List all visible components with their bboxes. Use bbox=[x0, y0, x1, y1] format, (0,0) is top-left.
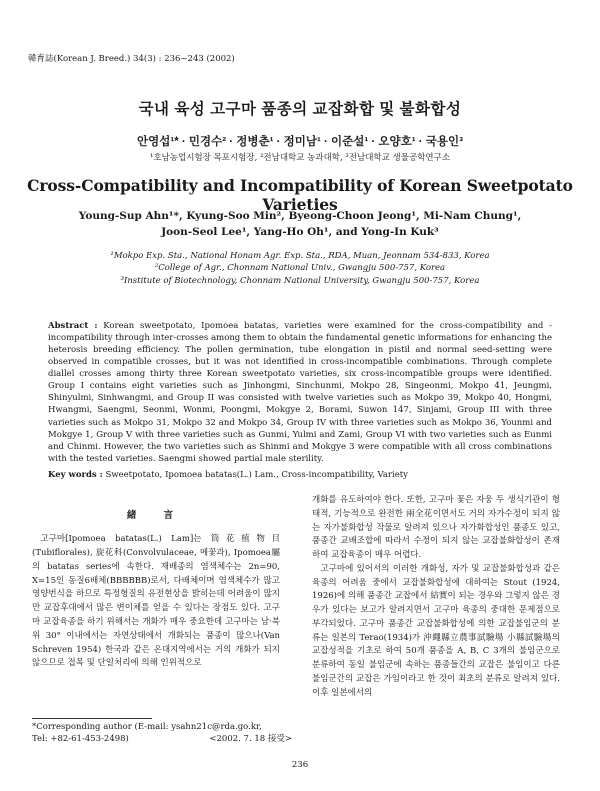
korean-authors: 안영섭¹* · 민경수² · 정병춘¹ · 정미남¹ · 이준설¹ · 오양호¹ · 국용인³ bbox=[137, 136, 463, 148]
english-authors-line-2: Joon-Seol Lee¹, Yang-Ho Oh¹, and Yong-In Kuk³ bbox=[161, 225, 439, 238]
footnote bbox=[32, 722, 292, 746]
introduction-paragraph-continued: 개화를 유도하여야 한다. 또한, 고구마 꽃은 자웅 두 생식기관이 형태적, 기능적으로 완전한 兩全花이면서도 거의 자가수정이 되지 않는 자가불화합성 작물로 알려져 있으나 자가화합성인 품종도 있고, 품종간 교배조합에 따라서 수정이 되지 않는 교잡불화합성이 존재하여 교잡육종이 매우 어렵다. bbox=[312, 495, 560, 561]
english-authors bbox=[40, 209, 560, 241]
affiliation-3: ³Institute of Biotechnology, Chonnam National University, Gwangju 500-757, Korea bbox=[120, 275, 480, 286]
english-affiliations bbox=[0, 250, 600, 287]
abstract bbox=[48, 320, 552, 465]
footnote-line-1: *Corresponding author (E-mail: ysahn21c@rda.go.kr, bbox=[32, 722, 262, 732]
korean-affiliations: ¹호남농업시험장 목포시험장, ²전남대학교 농과대학, ³전남대학교 생물공학연구소 bbox=[149, 153, 451, 163]
footnote-line-2: Tel: +82-61-453-2498) bbox=[32, 733, 129, 744]
introduction-heading: 緒 言 bbox=[126, 510, 186, 521]
page-number: 236 bbox=[291, 760, 309, 770]
keywords bbox=[48, 470, 552, 480]
affiliation-1: ¹Mokpo Exp. Sta., National Honam Agr. Exp. Sta., RDA, Muan, Jeonnam 534-833, Korea bbox=[110, 251, 490, 261]
keywords-label: Key words : bbox=[48, 470, 103, 480]
affiliation-2: ²College of Agr., Chonnam National Univ., Gwangju 500-757, Korea bbox=[154, 263, 446, 274]
footnote-divider bbox=[32, 718, 152, 719]
abstract-text: Korean sweetpotato, Ipomoea batatas, varieties were examined for the cross-compatibility and -incompatibility through inter-crosses among them to obtain the fundamental genetic informations for enhancing the heterosis breeding efficiency. The pollen germination, tube elongation in pistil and normal seed-setting were observed in compatible crosses, but it was not identified in cross-incompatible combinations. Through complete diallel crosses among thirty three Korean sweetpotato varieties, six cross-incompatible groups were identified. Group I contains eight varieties such as Jinhongmi, Sinchunmi, Mokpo 28, Singeonmi, Mokpo 41, Jeungmi, Shinyulmi, Sinhwangmi, and Group II was consisted with twelve varieties such as Mokpo 39, Mokpo 40, Hongmi, Hwangmi, Saengmi, Seonmi, Wonmi, Poongmi, Mokgye 2, Borami, Suwon 147, Sinjami, Group III with three varieties such as Mokpo 31, Mokpo 32 and Mokpo 34, Group IV with three varieties such as Mokpo 36, Younmi and Mokgye 1, Group V with three varieties such as Gunmi, Yulmi and Zami, Group VI with two varieties such as Eunmi and Chinmi. However, the two varieties such as Shinmi and Mokgye 3 were compatible with all cross combinations with the tested varieties. Saengmi showed partial male sterility. bbox=[48, 321, 553, 464]
introduction-paragraph-1: 고구마[Ipomoea batatas(L.) Lam]는 筒花植物目(Tubiflorales), 旋花科(Convolvulaceae, 메꽃과), Ipomoea屬의 batatas series에 속한다. 재배종의 염색체수는 2n=90, X=15인 동질6배체(BBBBBB)로서, 다배체이며 염색체수가 많고 영양번식을 하므로 특정형질의 유전현상을 밝히는데 어려움이 많지만 교잡후대에서 많은 변이체를 얻을 수 있다는 장점도 있다. 고구마 교잡육종을 하기 위해서는 개화가 매우 중요한데 고구마는 남·북위 30° 이내에서는 자연상태에서 개화되는 품종이 많으나(Van Schreven 1954) 한국과 같은 온대지역에서는 거의 개화가 되지 않으므로 접목 및 단일처리에 의해 인위적으로 bbox=[32, 534, 280, 669]
journal-header: 韓育誌(Korean J. Breed.) 34(3) : 236~243 (2002) bbox=[28, 54, 235, 64]
left-column bbox=[32, 508, 280, 671]
abstract-label: Abstract : bbox=[48, 321, 98, 331]
keywords-text: Sweetpotato, Ipomoea batatas(L.) Lam., Cross-incompatibility, Variety bbox=[105, 470, 408, 480]
introduction-paragraph-2: 고구마에 있어서의 이러한 개화성, 자가 및 교잡불화합성과 같은 육종의 어려움 중에서 교잡불화합성에 대하여는 Stout (1924, 1926)에 의해 품종간 교잡에서 結實이 되는 경우와 그렇지 않은 경우가 있다는 보고가 알려지면서 고구마 육종의 중대한 문제점으로 부각되었다. 고구마 품종간 교잡불화합성에 의한 교잡불임군의 분류는 일본의 Terao(1934)가 沖繩縣立農事試驗場 小縣試驗場의 교잡성적을 기초로 하여 50개 품종을 A, B, C 3개의 불임군으로 분류하여 동일 불임군에 속하는 품종들간의 교잡은 불임이고 다른 불임군간의 교잡은 가임이라고 한 것이 최초의 분류로 알려져 있다. 이후 일본에서의 bbox=[312, 563, 560, 698]
right-column bbox=[312, 494, 560, 700]
received-date: <2002. 7. 18 接受> bbox=[209, 733, 292, 744]
korean-title: 국내 육성 고구마 품종의 교잡화합 및 불화합성 bbox=[138, 101, 462, 118]
footnote-line-2-row bbox=[32, 734, 292, 746]
english-title: Cross-Compatibility and Incompatibility of Korean Sweetpotato Varieties bbox=[27, 176, 573, 214]
english-authors-line-1: Young-Sup Ahn¹*, Kyung-Soo Min², Byeong-Choon Jeong¹, Mi-Nam Chung¹, bbox=[78, 210, 522, 222]
